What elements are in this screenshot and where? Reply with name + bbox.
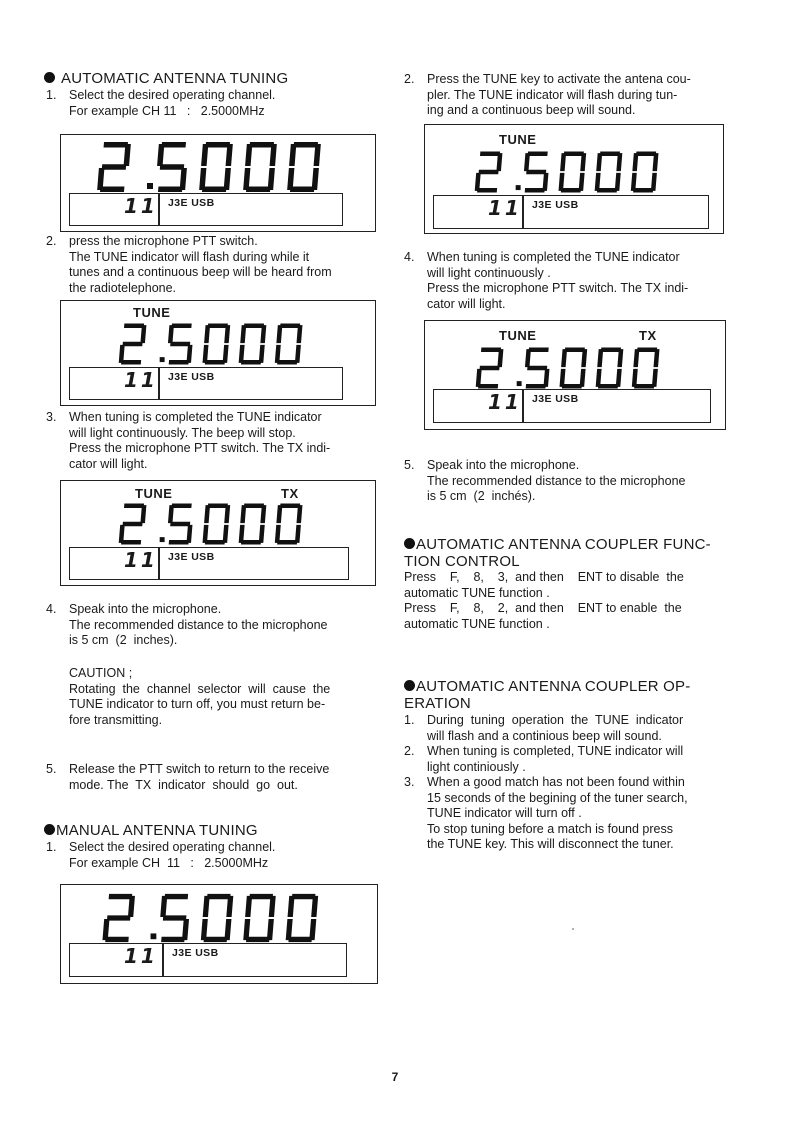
- segment-d: [477, 188, 497, 193]
- step-number: 2.: [46, 234, 57, 248]
- segment-d: [561, 188, 581, 193]
- segment-a: [250, 142, 274, 148]
- step-number: 4.: [46, 602, 57, 616]
- step-3: [46, 410, 376, 472]
- segment-d: [246, 937, 270, 942]
- lcd-divider: [162, 944, 164, 976]
- step-text: pler. The TUNE indicator will flash during tun-: [427, 87, 678, 102]
- segment-f: [240, 325, 246, 343]
- step-number: 5.: [46, 762, 57, 776]
- segment-d: [205, 360, 225, 365]
- section-title-text: ERATION: [404, 695, 471, 712]
- segment-d: [105, 937, 129, 942]
- step-text: Speak into the microphone.: [427, 458, 580, 472]
- segment-f: [597, 349, 603, 367]
- lcd-channel-box: [69, 547, 349, 580]
- segment-f: [204, 325, 210, 343]
- section-title: [404, 536, 734, 553]
- step-text: the TUNE key. This will disconnect the tuner.: [427, 837, 674, 851]
- segment-g: [480, 366, 500, 371]
- seven-segment-digit: [158, 894, 191, 942]
- tune-indicator: TUNE: [499, 132, 537, 147]
- seven-segment-digit: [119, 323, 147, 364]
- tune-indicator: TUNE: [135, 486, 173, 501]
- step-text: The TUNE indicator will flash during while it: [69, 249, 310, 264]
- seven-segment-digit: [202, 503, 230, 544]
- segment-f: [596, 153, 602, 171]
- segment-d: [241, 540, 261, 545]
- lcd-channel: 11: [488, 390, 522, 414]
- segment-f: [633, 349, 639, 367]
- segment-a: [207, 894, 231, 899]
- segment-a: [528, 151, 548, 156]
- lcd-mode: J3E USB: [172, 947, 219, 959]
- seven-segment-frequency: [94, 891, 344, 945]
- step-4: [404, 250, 734, 312]
- segment-a: [294, 142, 318, 148]
- section-title-text: AUTOMATIC ANTENNA COUPLER FUNC-: [416, 536, 711, 553]
- section-title-text: AUTOMATIC ANTENNA COUPLER OP-: [416, 678, 691, 695]
- segment-a: [208, 503, 228, 508]
- tx-indicator: TX: [639, 328, 657, 343]
- segment-d: [246, 187, 270, 193]
- segment-f: [561, 349, 567, 367]
- step-number: 2.: [404, 72, 415, 86]
- segment-d: [161, 937, 185, 942]
- segment-d: [100, 187, 124, 193]
- step-5: [46, 762, 376, 793]
- lcd-display: [60, 480, 376, 586]
- segment-a: [206, 142, 230, 148]
- section-title: [44, 70, 376, 87]
- lcd-channel-box: [433, 195, 709, 229]
- segment-d: [634, 384, 654, 389]
- lcd-mode: J3E USB: [532, 393, 579, 405]
- segment-d: [241, 360, 261, 365]
- seven-segment-digit: [199, 142, 233, 192]
- function-text: Press F, 8, 3, and then ENT to disable the: [404, 570, 684, 584]
- segment-g: [102, 164, 126, 170]
- segment-f: [289, 144, 296, 166]
- step-number: 5.: [404, 458, 415, 472]
- segment-g: [170, 342, 190, 347]
- lcd-frequency: [61, 501, 375, 552]
- step-text: When tuning is completed, TUNE indicator will: [427, 744, 684, 758]
- segment-a: [280, 503, 300, 508]
- step-text: is 5 cm (2 inchés).: [427, 489, 536, 503]
- step-text: When tuning is completed the TUNE indicator: [69, 410, 322, 424]
- seven-segment-frequency: [93, 501, 343, 547]
- segment-f: [276, 505, 282, 523]
- section-coupler-function-control: [404, 536, 734, 632]
- segment-d: [121, 360, 141, 365]
- segment-d: [478, 384, 498, 389]
- segment-a: [162, 142, 186, 148]
- segment-f: [204, 505, 210, 523]
- segment-g: [170, 522, 190, 527]
- lcd-channel-box: [69, 943, 347, 977]
- tune-indicator: TUNE: [499, 328, 537, 343]
- segment-a: [208, 323, 228, 328]
- step-2: [404, 744, 734, 775]
- step-text: tunes and a continuous beep will be heard from: [69, 265, 332, 279]
- step-number: 1.: [46, 840, 57, 854]
- step-3: [404, 775, 734, 853]
- lcd-channel: 11: [124, 368, 158, 392]
- step-1: [46, 840, 376, 871]
- lcd-display: [60, 884, 378, 984]
- segment-a: [249, 894, 273, 899]
- bullet-icon: [404, 538, 415, 549]
- segment-g: [163, 915, 187, 920]
- segment-f: [560, 153, 566, 171]
- seven-segment-digit: [201, 894, 234, 942]
- segment-a: [244, 323, 264, 328]
- lcd-display: [424, 124, 724, 234]
- lcd-divider: [158, 368, 160, 399]
- decimal-point: [160, 357, 165, 362]
- lcd-frequency: [61, 139, 375, 200]
- lcd-divider: [522, 390, 524, 422]
- segment-a: [601, 347, 621, 352]
- segment-f: [632, 153, 638, 171]
- segment-f: [160, 896, 167, 917]
- decimal-point: [516, 185, 521, 190]
- function-text: Press F, 8, 2, and then ENT to enable the: [404, 601, 682, 615]
- segment-d: [204, 937, 228, 942]
- seven-segment-digit: [166, 323, 194, 364]
- lcd-divider: [158, 194, 160, 225]
- lcd-display: [60, 300, 376, 406]
- segment-f: [245, 896, 252, 917]
- segment-a: [172, 323, 192, 328]
- step-text: 15 seconds of the begining of the tuner search,: [427, 790, 688, 805]
- segment-f: [524, 153, 530, 171]
- segment-f: [168, 325, 174, 343]
- caution-text: Rotating the channel selector will cause the: [69, 681, 331, 696]
- seven-segment-digit: [275, 323, 303, 364]
- step-text: cator will light.: [69, 456, 148, 471]
- step-text: press the microphone PTT switch.: [69, 234, 258, 248]
- seven-segment-digit: [239, 323, 267, 364]
- segment-a: [600, 151, 620, 156]
- bullet-icon: [44, 824, 55, 835]
- function-text: automatic TUNE function .: [404, 585, 550, 600]
- step-text: When tuning is completed the TUNE indicator: [427, 250, 680, 264]
- lcd-mode: J3E USB: [168, 371, 215, 383]
- step-text: Press the microphone PTT switch. The TX indi-: [69, 441, 331, 455]
- section-coupler-operation: [404, 678, 734, 853]
- seven-segment-frequency: [93, 321, 343, 367]
- segment-d: [121, 540, 141, 545]
- seven-segment-digit: [631, 151, 659, 192]
- segment-a: [165, 894, 189, 899]
- lcd-display: [60, 134, 376, 232]
- lcd-channel: 11: [124, 548, 158, 572]
- segment-d: [277, 540, 297, 545]
- step-number: 1.: [404, 713, 415, 727]
- segment-d: [205, 540, 225, 545]
- step-number: 2.: [404, 744, 415, 758]
- tx-indicator: TX: [281, 486, 299, 501]
- seven-segment-digit: [476, 347, 504, 388]
- step-4: [46, 602, 376, 649]
- segment-d: [597, 188, 617, 193]
- lcd-channel: 11: [124, 944, 158, 968]
- step-1: [46, 88, 376, 119]
- function-text: automatic TUNE function .: [404, 616, 550, 631]
- segment-a: [481, 347, 501, 352]
- step-text: light continiously .: [427, 759, 526, 774]
- step-text: Select the desired operating channel.: [69, 88, 276, 102]
- step-text: The recommended distance to the microphone: [69, 617, 328, 632]
- section-automatic-antenna-tuning: [46, 70, 376, 119]
- step-text: the radiotelephone.: [69, 280, 177, 295]
- section-manual-antenna-tuning: [46, 822, 376, 871]
- lcd-channel-box: [69, 367, 343, 400]
- caution-text: TUNE indicator to turn off, you must return be-: [69, 697, 326, 711]
- step-text: During tuning operation the TUNE indicator: [427, 713, 684, 727]
- step-5: [404, 458, 734, 505]
- section-title-text: MANUAL ANTENNA TUNING: [56, 822, 258, 839]
- lcd-frequency: [61, 891, 377, 950]
- step-text: TUNE indicator will turn off .: [427, 806, 582, 820]
- lcd-frequency: [61, 321, 375, 372]
- step-text: will light continuously .: [427, 265, 551, 280]
- step-number: 1.: [46, 88, 57, 102]
- seven-segment-digit: [595, 151, 623, 192]
- segment-a: [529, 347, 549, 352]
- scan-speck: [572, 928, 574, 930]
- seven-segment-digit: [243, 894, 276, 942]
- step-text: Select the desired operating channel.: [69, 840, 276, 854]
- segment-a: [244, 503, 264, 508]
- segment-a: [172, 503, 192, 508]
- seven-segment-digit: [202, 323, 230, 364]
- lcd-divider: [522, 196, 524, 228]
- segment-d: [158, 187, 182, 193]
- segment-f: [201, 144, 208, 166]
- segment-a: [104, 142, 128, 148]
- seven-segment-digit: [287, 142, 321, 192]
- step-text: Press the TUNE key to activate the antena cou-: [427, 72, 691, 86]
- segment-a: [480, 151, 500, 156]
- segment-a: [637, 347, 657, 352]
- section-title: [404, 678, 734, 695]
- segment-d: [598, 384, 618, 389]
- seven-segment-digit: [558, 151, 586, 192]
- caution-block: [69, 666, 376, 728]
- lcd-divider: [158, 548, 160, 579]
- step-text: cator will light.: [427, 296, 506, 311]
- step-number: 4.: [404, 250, 415, 264]
- segment-g: [123, 342, 143, 347]
- segment-g: [527, 366, 547, 371]
- lcd-channel: 11: [124, 194, 158, 218]
- seven-segment-digit: [559, 347, 587, 388]
- segment-d: [169, 540, 189, 545]
- decimal-point: [147, 183, 153, 189]
- seven-segment-digit: [475, 151, 503, 192]
- segment-a: [565, 347, 585, 352]
- lcd-display: [424, 320, 726, 430]
- lcd-mode: J3E USB: [168, 197, 215, 209]
- caution-text: fore transmitting.: [69, 712, 163, 727]
- step-text: mode. The TX indicator should go out.: [69, 777, 298, 792]
- decimal-point: [151, 933, 157, 939]
- segment-f: [157, 144, 164, 166]
- lcd-channel-box: [433, 389, 711, 423]
- segment-a: [124, 503, 144, 508]
- step-text: Release the PTT switch to return to the receive: [69, 762, 330, 776]
- segment-a: [124, 323, 144, 328]
- step-text: Speak into the microphone.: [69, 602, 222, 616]
- example-text: For example CH 11 : 2.5000MHz: [69, 855, 269, 870]
- section-title-text: AUTOMATIC ANTENNA TUNING: [61, 70, 289, 87]
- page-number: 7: [391, 1070, 399, 1084]
- seven-segment-digit: [119, 503, 147, 544]
- segment-a: [292, 894, 316, 899]
- bullet-icon: [404, 680, 415, 691]
- segment-f: [245, 144, 252, 166]
- segment-g: [160, 164, 184, 170]
- step-text: To stop tuning before a match is found press: [427, 821, 673, 836]
- decimal-point: [160, 537, 165, 542]
- lcd-frequency: [425, 149, 723, 200]
- segment-d: [633, 188, 653, 193]
- lcd-channel-box: [69, 193, 343, 226]
- segment-d: [202, 187, 226, 193]
- segment-d: [288, 937, 312, 942]
- step-2: [46, 234, 376, 296]
- seven-segment-digit: [243, 142, 277, 192]
- segment-f: [525, 349, 531, 367]
- seven-segment-digit: [275, 503, 303, 544]
- section-title-text: TION CONTROL: [404, 553, 520, 570]
- segment-d: [290, 187, 314, 193]
- step-text: is 5 cm (2 inches).: [69, 633, 178, 647]
- segment-f: [288, 896, 295, 917]
- step-text: will light continuously. The beep will stop.: [69, 425, 296, 440]
- segment-f: [240, 505, 246, 523]
- decimal-point: [517, 381, 522, 386]
- example-text: For example CH 11 : 2.5000MHz: [69, 103, 265, 118]
- seven-segment-frequency: [455, 345, 695, 391]
- seven-segment-frequency: [454, 149, 694, 195]
- segment-g: [479, 170, 499, 175]
- segment-d: [277, 360, 297, 365]
- seven-segment-digit: [239, 503, 267, 544]
- segment-a: [564, 151, 584, 156]
- seven-segment-digit: [286, 894, 319, 942]
- segment-d: [526, 384, 546, 389]
- step-1: [404, 713, 734, 744]
- seven-segment-digit: [522, 151, 550, 192]
- segment-a: [280, 323, 300, 328]
- segment-f: [203, 896, 210, 917]
- step-text: Press the microphone PTT switch. The TX indi-: [427, 281, 689, 295]
- segment-g: [526, 170, 546, 175]
- segment-a: [636, 151, 656, 156]
- lcd-channel: 11: [488, 196, 522, 220]
- step-text: When a good match has not been found within: [427, 775, 685, 789]
- seven-segment-digit: [155, 142, 189, 192]
- bullet-icon: [44, 72, 55, 83]
- segment-g: [107, 915, 131, 920]
- segment-d: [525, 188, 545, 193]
- seven-segment-digit: [632, 347, 660, 388]
- step-2: [404, 72, 734, 119]
- lcd-mode: J3E USB: [168, 551, 215, 563]
- segment-d: [562, 384, 582, 389]
- step-text: The recommended distance to the microphone: [427, 473, 686, 488]
- section-title: [44, 822, 376, 839]
- segment-a: [109, 894, 133, 899]
- caution-label: CAUTION ;: [69, 666, 133, 680]
- segment-f: [276, 325, 282, 343]
- step-text: ing and a continuous beep will sound.: [427, 103, 636, 117]
- step-text: will flash and a continious beep will sound.: [427, 728, 662, 743]
- tune-indicator: TUNE: [133, 305, 171, 320]
- seven-segment-digit: [523, 347, 551, 388]
- seven-segment-digit: [102, 894, 135, 942]
- step-number: 3.: [404, 775, 415, 789]
- segment-d: [169, 360, 189, 365]
- lcd-mode: J3E USB: [532, 199, 579, 211]
- seven-segment-digit: [166, 503, 194, 544]
- step-number: 3.: [46, 410, 57, 424]
- seven-segment-digit: [97, 142, 131, 192]
- segment-f: [168, 505, 174, 523]
- segment-g: [123, 522, 143, 527]
- seven-segment-digit: [596, 347, 624, 388]
- seven-segment-frequency: [93, 139, 343, 195]
